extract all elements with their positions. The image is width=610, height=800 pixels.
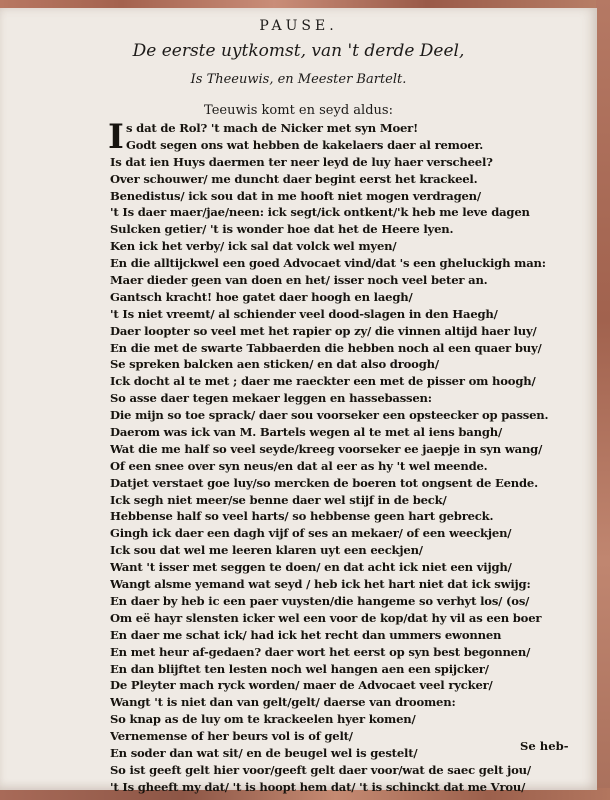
verse-line: En met heur af-gedaen? daer wort het eerst op syn best begonnen/ bbox=[110, 644, 531, 659]
verse-line: So asse daer tegen mekaer leggen en hassebassen: bbox=[110, 391, 432, 406]
verse-line: Ick segh niet meer/se benne daer wel stijf in de beck/ bbox=[110, 492, 447, 507]
verse-line: Benedistus/ ick sou dat in me hooft niet mogen verdragen/ bbox=[110, 188, 481, 203]
verse-line: Daer loopter so veel met het rapier op zy/ die vinnen altijd haer luy/ bbox=[110, 323, 537, 338]
marbled-edge-right bbox=[596, 0, 610, 800]
verse-line: Over schouwer/ me duncht daer begint eerst het krackeel. bbox=[110, 171, 478, 186]
verse-line: Maer dieder geen van doen en het/ isser noch veel beter an. bbox=[110, 273, 488, 288]
verse-line: En soder dan wat sit/ en de beugel wel is gestelt/ bbox=[110, 745, 418, 760]
section-title: De eerste uytkomst, van 't derde Deel, bbox=[132, 41, 465, 61]
verse-line: Of een snee over syn neus/en dat al eer as hy 't wel meende. bbox=[110, 458, 488, 473]
verse-line: Gantsch kracht! hoe gatet daer hoogh en laegh/ bbox=[110, 289, 413, 304]
verse-line: Wat die me half so veel seyde/kreeg voorseker ee jaepje in syn wang/ bbox=[110, 441, 543, 456]
verse-line: En daer by heb ic een paer vuysten/die hangeme so verhyt los/ (os/ bbox=[110, 593, 530, 608]
verse-line: 't Is daer maer/jae/neen: ick segt/ick ontkent/'k heb me leve dagen bbox=[110, 205, 530, 220]
verse-line: Om eë hayr slensten icker wel een voor de kop/dat hy vil as een boer bbox=[110, 610, 542, 625]
verse-line: Hebbense half so veel harts/ so hebbense geen hart gebreck. bbox=[110, 509, 494, 524]
verse-line: Is dat ien Huys daermen ter neer leyd de luy haer verscheel? bbox=[110, 154, 493, 169]
verse-line: So ist geeft gelt hier voor/geeft gelt daer voor/wat de saec gelt jou/ bbox=[110, 762, 531, 777]
verse-line: s dat de Rol? 't mach de Nicker met syn Moer! bbox=[126, 121, 418, 135]
verse-line: En die alltijckwel een goed Advocaet vind/dat 's een gheluckigh man: bbox=[110, 256, 546, 271]
running-head: PAUSE. bbox=[259, 18, 338, 34]
catchword: Se heb- bbox=[520, 739, 569, 753]
verse-line: Datjet verstaet goe luy/so mercken de boeren tot ongsent de Eende. bbox=[110, 475, 538, 490]
verse-line: Se spreken balcken aen sticken/ en dat also droogh/ bbox=[110, 357, 439, 372]
book-page bbox=[0, 8, 597, 794]
verse-line: En dan blijftet ten lesten noch wel hangen aen een spijcker/ bbox=[110, 661, 489, 676]
verse-line: So knap as de luy om te krackeelen hyer komen/ bbox=[110, 712, 416, 727]
verse-line: Wangt 't is niet dan van gelt/gelt/ daerse van droomen: bbox=[110, 695, 456, 710]
verse-line: 't Is gheeft my dat/ 't is hoopt hem dat/ 't is schinckt dat me Vrou/ bbox=[110, 779, 526, 794]
verse-line: Ick sou dat wel me leeren klaren uyt een eeckjen/ bbox=[110, 543, 423, 558]
section-subtitle: Is Theeuwis, en Meester Bartelt. bbox=[190, 72, 407, 87]
verse-line: Vernemense of her beurs vol is of gelt/ bbox=[110, 729, 353, 744]
verse-line: En daer me schat ick/ had ick het recht dan ummers ewonnen bbox=[110, 627, 502, 642]
verse-line: En die met de swarte Tabbaerden die hebben noch al een quaer buy/ bbox=[110, 340, 542, 355]
verse-lines bbox=[108, 117, 580, 796]
speaker-line: Teeuwis komt en seyd aldus: bbox=[204, 103, 393, 118]
verse-line: Wangt alsme yemand wat seyd / heb ick het hart niet dat ick swijg: bbox=[110, 577, 531, 592]
verse-line: Godt segen ons wat hebben de kakelaers daer al remoer. bbox=[126, 137, 484, 152]
verse-line: 't Is niet vreemt/ al schiender veel dood-slagen in den Haegh/ bbox=[110, 306, 498, 321]
verse-line: De Pleyter mach ryck worden/ maer de Advocaet veel rycker/ bbox=[110, 678, 493, 693]
verse-line: Ken ick het verby/ ick sal dat volck wel myen/ bbox=[110, 239, 397, 254]
verse-line: Die mijn so toe sprack/ daer sou voorseker een opsteecker op passen. bbox=[110, 408, 549, 423]
verse-line: Daerom was ick van M. Bartels wegen al te met al iens bangh/ bbox=[110, 425, 503, 440]
verse-line: Sulcken getier/ 't is wonder hoe dat het de Heere lyen. bbox=[110, 222, 454, 237]
verse-line: Gingh ick daer een dagh vijf of ses an mekaer/ of een weeckjen/ bbox=[110, 526, 512, 541]
verse-line: Ick docht al te met ; daer me raeckter een met de pisser om hoogh/ bbox=[110, 374, 536, 389]
drop-cap: I bbox=[108, 117, 124, 157]
verse-line: Want 't isser met seggen te doen/ en dat acht ick niet een vijgh/ bbox=[110, 560, 512, 575]
